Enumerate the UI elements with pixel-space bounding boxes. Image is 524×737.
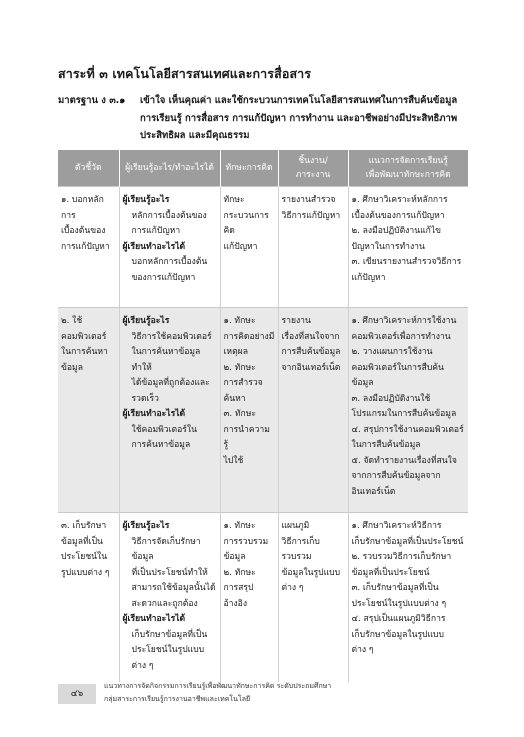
header-approach-line: แนวการจัดการเรียนรู้ [368, 156, 448, 166]
skill-line: แก้ปัญหา [223, 241, 258, 252]
cell-skill [220, 187, 278, 308]
standard-text [140, 92, 498, 145]
know-line: วิธีการจัดเก็บรักษาข้อมูล [131, 536, 201, 562]
know-line: หลักการเบื้องต้นของ [131, 210, 207, 221]
approach-line: คอมพิวเตอร์ในการสืบค้น [351, 362, 444, 373]
do-line: ของการแก้ปัญหา [131, 272, 196, 283]
approach-line: ๒. วางแผนการใช้งาน [351, 347, 433, 357]
know-label: ผู้เรียนรู้อะไร [122, 521, 170, 531]
header-indicator: ตัวชี้วัด [58, 150, 119, 187]
cell-work [278, 513, 348, 683]
approach-line: ในการสืบค้นข้อมูล [351, 440, 421, 450]
skill-line: การนำความรู้ [223, 424, 270, 450]
approach-line: เบื้องต้นของการแก้ปัญหา [351, 210, 445, 221]
approach-line: แก้ปัญหา [351, 272, 386, 283]
header-work-line: ชิ้นงาน/ [298, 156, 328, 166]
do-line: ประโยชน์ในรูปแบบต่าง ๆ [131, 645, 205, 671]
work-line: รายงาน [281, 316, 311, 326]
indicator-line: ข้อมูล [61, 362, 83, 373]
approach-line: เก็บรักษาข้อมูลที่เป็นประโยชน์ [351, 536, 464, 547]
approach-line: ๑. ศึกษาวิเคราะห์หลักการ [351, 195, 448, 205]
header-approach [348, 150, 468, 187]
table-row [58, 513, 468, 683]
cell-learn [119, 513, 220, 683]
approach-line: คอมพิวเตอร์เพื่อการทำงาน [351, 331, 451, 342]
know-line: ที่เป็นประโยชน์ทำให้ [131, 567, 208, 578]
approach-line: ๓. เก็บรักษาข้อมูลที่เป็น [351, 583, 439, 593]
work-line: วิธีการเก็บรวบรวม [281, 536, 320, 562]
do-line: เก็บรักษาข้อมูลที่เป็น [131, 629, 208, 640]
approach-line: โปรแกรมในการสืบค้นข้อมูล [351, 409, 457, 419]
know-line: สะดวกและถูกต้อง [131, 598, 198, 609]
know-label: ผู้เรียนรู้อะไร [122, 195, 170, 205]
skill-line: ๑. ทักษะ [223, 316, 256, 326]
standard-code: มาตรฐาน ง ๓.๑ [58, 95, 126, 106]
approach-line: ๓. เขียนรายงานสำรวจวิธีการ [351, 257, 462, 267]
indicator-line: ๒. ใช้ [61, 316, 83, 326]
header-learn: ผู้เรียนรู้อะไร/ทำอะไรได้ [119, 150, 220, 187]
know-line: การแก้ปัญหา [131, 226, 181, 236]
approach-line: อินเทอร์เน็ต [351, 486, 396, 497]
approach-line: ข้อมูล [351, 378, 374, 388]
work-line: ข้อมูลในรูปแบบ [281, 567, 341, 578]
approach-line: ๕. จัดทำรายงานเรื่องที่สนใจ [351, 455, 457, 466]
table-header-row [58, 150, 468, 187]
do-line: การค้นหาข้อมูล [131, 440, 191, 450]
footer-text [104, 680, 484, 706]
standard-block [58, 92, 498, 145]
indicator-line: ๓. เก็บรักษา [61, 521, 107, 531]
skill-line: ข้อมูล [223, 552, 246, 562]
indicator-line: คอมพิวเตอร์ [61, 331, 107, 342]
do-label: ผู้เรียนทำอะไรได้ [122, 614, 186, 624]
approach-line: ต่าง ๆ [351, 645, 374, 655]
cell-learn [119, 308, 220, 513]
cell-work [278, 187, 348, 308]
work-line: จากอินเทอร์เน็ต [281, 362, 341, 373]
section-heading: สาระที่ ๓ เทคโนโลยีสารสนเทศและการสื่อสาร [58, 66, 312, 81]
skill-line: เหตุผล [223, 347, 248, 357]
approach-line: ข้อมูลที่เป็นประโยชน์ [351, 567, 430, 578]
header-approach-line: เพื่อพัฒนาทักษะการคิด [365, 170, 451, 180]
footer-line: แนวทางการจัดกิจกรรมการเรียนรู้เพื่อพัฒนาทักษะการคิด ระดับประถมศึกษา [104, 682, 332, 690]
approach-line: ๑. ศึกษาวิเคราะห์การใช้งาน [351, 316, 457, 326]
footer-line: กลุ่มสาระการเรียนรู้การงานอาชีพและเทคโนโลยี [104, 695, 251, 703]
approach-line: ๓. ลงมือปฏิบัติงานใช้ [351, 393, 431, 404]
skill-line: การสำรวจค้นหา [223, 378, 263, 404]
standard-line: ประสิทธิผล และมีคุณธรรม [140, 130, 250, 141]
approach-line: จากการสืบค้นข้อมูลจาก [351, 471, 441, 481]
work-line: ต่าง ๆ [281, 583, 304, 593]
work-line: รายงานสำรวจ [281, 195, 336, 205]
cell-work [278, 308, 348, 513]
page-number: ๔๖ [58, 684, 96, 704]
cell-approach [348, 308, 468, 513]
cell-indicator [58, 187, 119, 308]
do-line: บอกหลักการเบื้องต้น [131, 257, 208, 267]
approach-line: ๔. สรุปการใช้งานคอมพิวเตอร์ [351, 424, 464, 435]
know-line: สามารถใช้ข้อมูลนั้นได้ [131, 583, 216, 593]
skill-line: การคิดอย่างมี [223, 331, 275, 342]
skill-line: การรวบรวม [223, 536, 269, 547]
cell-learn [119, 187, 220, 308]
know-line: วิธีการใช้คอมพิวเตอร์ [131, 331, 212, 342]
work-line: แผนภูมิ [281, 521, 310, 531]
standard-line: เข้าใจ เห็นคุณค่า และใช้กระบวนการเทคโนโลยีสารสนเทศในการสืบค้นข้อมูล [140, 95, 458, 106]
skill-line: ไปใช้ [223, 455, 244, 466]
header-work [278, 150, 348, 187]
work-line: เรื่องที่สนใจจาก [281, 331, 340, 342]
skill-line: กระบวนการคิด [223, 210, 269, 236]
cell-skill [220, 513, 278, 683]
know-line: ในการค้นหาข้อมูล ทำให้ [131, 347, 201, 373]
know-line: ได้ข้อมูลที่ถูกต้องและ [131, 378, 210, 388]
approach-line: ประโยชน์ในรูปแบบต่าง ๆ [351, 598, 447, 609]
skill-line: ๓. ทักษะ [223, 409, 256, 419]
indicator-line: เบื้องต้นของ [61, 226, 106, 236]
approach-line: ๑. ศึกษาวิเคราะห์วิธีการ [351, 521, 442, 531]
do-line: ใช้คอมพิวเตอร์ใน [131, 424, 197, 435]
skill-line: ๒. ทักษะ [223, 567, 256, 578]
indicator-line: รูปแบบต่าง ๆ [61, 567, 110, 578]
cell-skill [220, 308, 278, 513]
do-label: ผู้เรียนทำอะไรได้ [122, 241, 186, 252]
header-work-line: ภาระงาน [295, 170, 331, 180]
do-label: ผู้เรียนทำอะไรได้ [122, 409, 186, 419]
indicator-line: ข้อมูลที่เป็น [61, 536, 103, 547]
cell-indicator [58, 513, 119, 683]
indicator-line: การแก้ปัญหา [61, 241, 110, 252]
work-line: วิธีการแก้ปัญหา [281, 210, 341, 221]
skill-line: ๒. ทักษะ [223, 362, 256, 373]
approach-line: ปัญหาในการทำงาน [351, 241, 425, 252]
skill-line: ๑. ทักษะ [223, 521, 256, 531]
table-row [58, 187, 468, 308]
table-row [58, 308, 468, 513]
work-line: การสืบค้นข้อมูล [281, 347, 341, 357]
approach-line: ๒. ลงมือปฏิบัติงานแก้ไข [351, 226, 442, 236]
indicator-line: ประโยชน์ใน [61, 552, 108, 562]
header-skill: ทักษะการคิด [220, 150, 278, 187]
learning-table [58, 150, 468, 682]
approach-line: เก็บรักษาข้อมูลในรูปแบบ [351, 629, 444, 640]
skill-line: ทักษะ [223, 195, 245, 205]
indicator-line: ๑. บอกหลักการ [61, 195, 104, 221]
cell-indicator [58, 308, 119, 513]
approach-line: ๒. รวบรวมวิธีการเก็บรักษา [351, 552, 452, 562]
indicator-line: ในการค้นหา [61, 347, 108, 357]
approach-line: ๔. สรุปเป็นแผนภูมิวิธีการ [351, 614, 446, 624]
standard-line: การเรียนรู้ การสื่อสาร การแก้ปัญหา การทำงาน และอาชีพอย่างมีประสิทธิภาพ [140, 112, 458, 124]
know-line: รวดเร็ว [131, 393, 159, 404]
know-label: ผู้เรียนรู้อะไร [122, 316, 170, 326]
cell-approach [348, 513, 468, 683]
cell-approach [348, 187, 468, 308]
skill-line: การสรุปอ้างอิง [223, 583, 254, 609]
